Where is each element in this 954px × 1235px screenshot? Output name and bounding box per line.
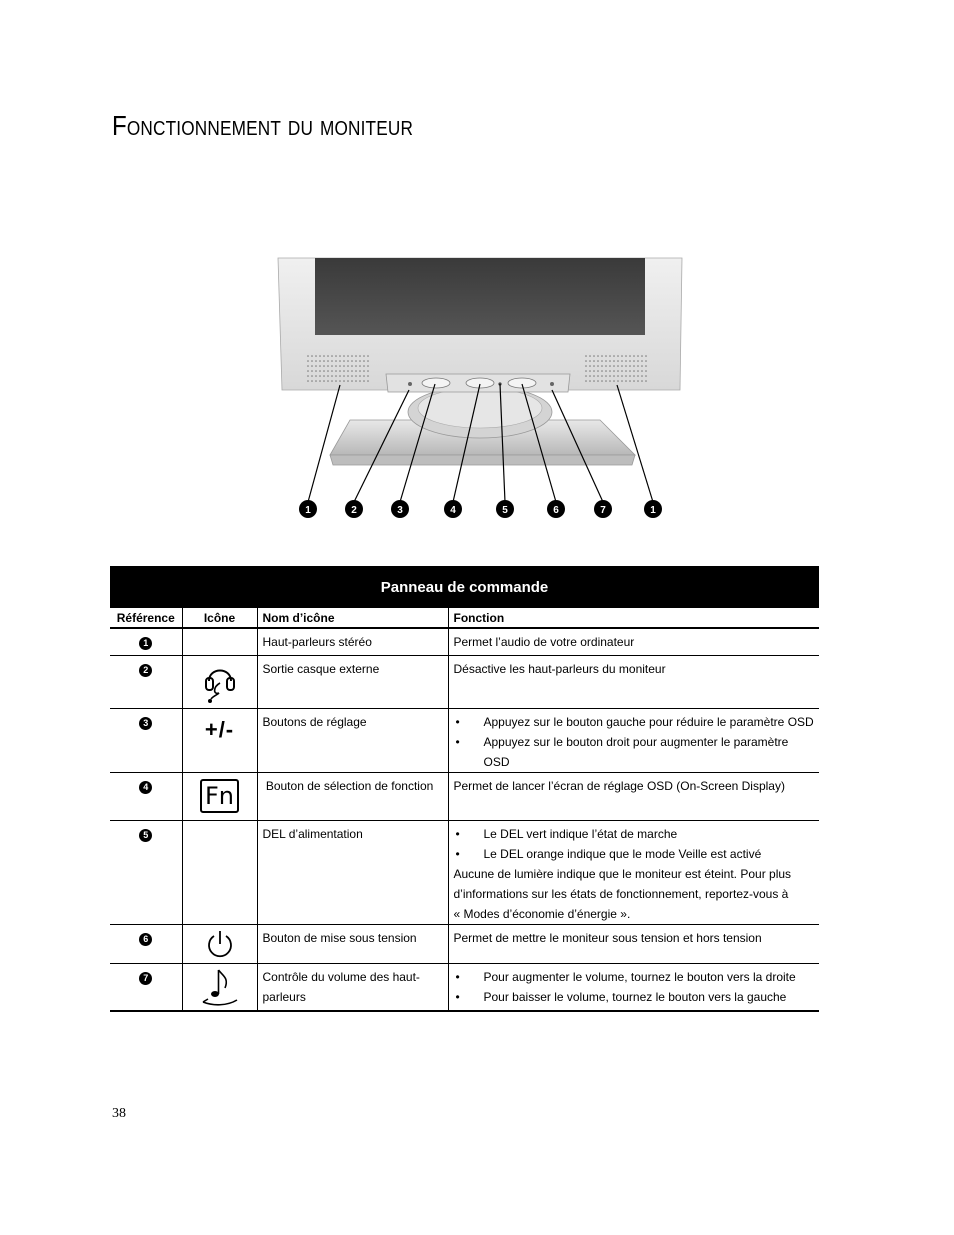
table-row — [110, 772, 819, 820]
headphones-icon — [203, 659, 237, 705]
svg-text:1: 1 — [650, 505, 656, 516]
function-text: Permet l’audio de votre ordinateur — [448, 628, 819, 655]
function-cell: • Pour augmenter le volume, tournez le bouton vers la droite • Pour baisser le volume, tournez le bouton vers la gauche — [448, 963, 819, 1011]
function-cell: • Appuyez sur le bouton gauche pour réduire le paramètre OSD • Appuyez sur le bouton droit pour augmenter le paramètre OSD — [448, 708, 819, 772]
callout-4 — [444, 500, 462, 518]
monitor-screen — [315, 258, 645, 335]
reference-number: 6 — [139, 933, 152, 946]
icon-name: Bouton de sélection de fonction — [257, 772, 448, 820]
reference-number: 5 — [139, 829, 152, 842]
monitor-illustration — [270, 250, 690, 530]
reference-number: 3 — [139, 717, 152, 730]
function-text: Permet de lancer l’écran de réglage OSD (On-Screen Display) — [448, 772, 819, 820]
function-bullet: Le DEL vert indique l’état de marche — [483, 826, 678, 841]
callout-2 — [345, 500, 363, 518]
function-bullet: Pour augmenter le volume, tournez le bouton vers la droite — [483, 969, 796, 984]
svg-text:7: 7 — [600, 505, 606, 516]
music-note-icon — [199, 966, 241, 1008]
power-icon — [205, 928, 235, 960]
header-function: Fonction — [448, 608, 819, 628]
svg-text:5: 5 — [502, 505, 508, 516]
table-row — [110, 628, 819, 655]
reference-number: 4 — [139, 781, 152, 794]
callout-5 — [496, 500, 514, 518]
function-cell: • Le DEL vert indique l’état de marche • Le DEL orange indique que le mode Veille est activé Aucune de lumière indique que le moniteur est éteint. Pour plus d’informations sur les états de fonctionnement, reportez-vous à « Modes d’économie d’énergie ». — [448, 820, 819, 924]
icon-name: Bouton de mise sous tension — [257, 924, 448, 963]
function-text: d’informations sur les états de fonctionnement, reportez-vous à — [453, 886, 789, 901]
function-bullet: Pour baisser le volume, tournez le bouton vers la gauche — [483, 989, 787, 1004]
callout-3 — [391, 500, 409, 518]
header-icon: Icône — [182, 608, 257, 628]
callout-6 — [547, 500, 565, 518]
table-row — [110, 820, 819, 924]
table-title: Panneau de commande — [110, 566, 819, 608]
function-text: Aucune de lumière indique que le moniteur est éteint. Pour plus — [453, 866, 792, 881]
callout-1-right — [644, 500, 662, 518]
svg-text:2: 2 — [351, 505, 357, 516]
control-panel-table — [110, 566, 819, 1012]
icon-name: Contrôle du volume des haut-parleurs — [257, 963, 448, 1011]
callout-markers — [299, 500, 662, 518]
svg-text:3: 3 — [397, 505, 403, 516]
callout-1-left — [299, 500, 317, 518]
svg-text:6: 6 — [553, 505, 559, 516]
reference-number: 1 — [139, 637, 152, 650]
icon-name: Sortie casque externe — [257, 655, 448, 708]
table-row — [110, 655, 819, 708]
svg-text:1: 1 — [305, 505, 311, 516]
table-row — [110, 924, 819, 963]
function-text: « Modes d’économie d’énergie ». — [453, 906, 631, 921]
icon-name: DEL d’alimentation — [257, 820, 448, 924]
page-title: Fonctionnement du moniteur — [112, 110, 414, 141]
function-text: Désactive les haut-parleurs du moniteur — [448, 655, 819, 708]
icon-name: Haut-parleurs stéréo — [257, 628, 448, 655]
table-row — [110, 708, 819, 772]
function-bullet: Le DEL orange indique que le mode Veille est activé — [483, 846, 762, 861]
header-icon-name: Nom d’icône — [257, 608, 448, 628]
callout-7 — [594, 500, 612, 518]
function-text: Permet de mettre le moniteur sous tension et hors tension — [448, 924, 819, 963]
function-bullet: Appuyez sur le bouton gauche pour réduire le paramètre OSD — [483, 714, 814, 729]
reference-number: 2 — [139, 664, 152, 677]
svg-text:4: 4 — [450, 505, 456, 516]
page-number: 38 — [112, 1106, 126, 1121]
plus-minus-icon: +/- — [204, 716, 235, 742]
table-header-row — [110, 608, 819, 628]
function-bullet: Appuyez sur le bouton droit pour augmenter le paramètre OSD — [483, 734, 789, 769]
reference-number: 7 — [139, 972, 152, 985]
icon-name: Boutons de réglage — [257, 708, 448, 772]
table-row — [110, 963, 819, 1011]
header-reference: Référence — [110, 608, 182, 628]
fn-icon: Fn — [200, 779, 239, 813]
